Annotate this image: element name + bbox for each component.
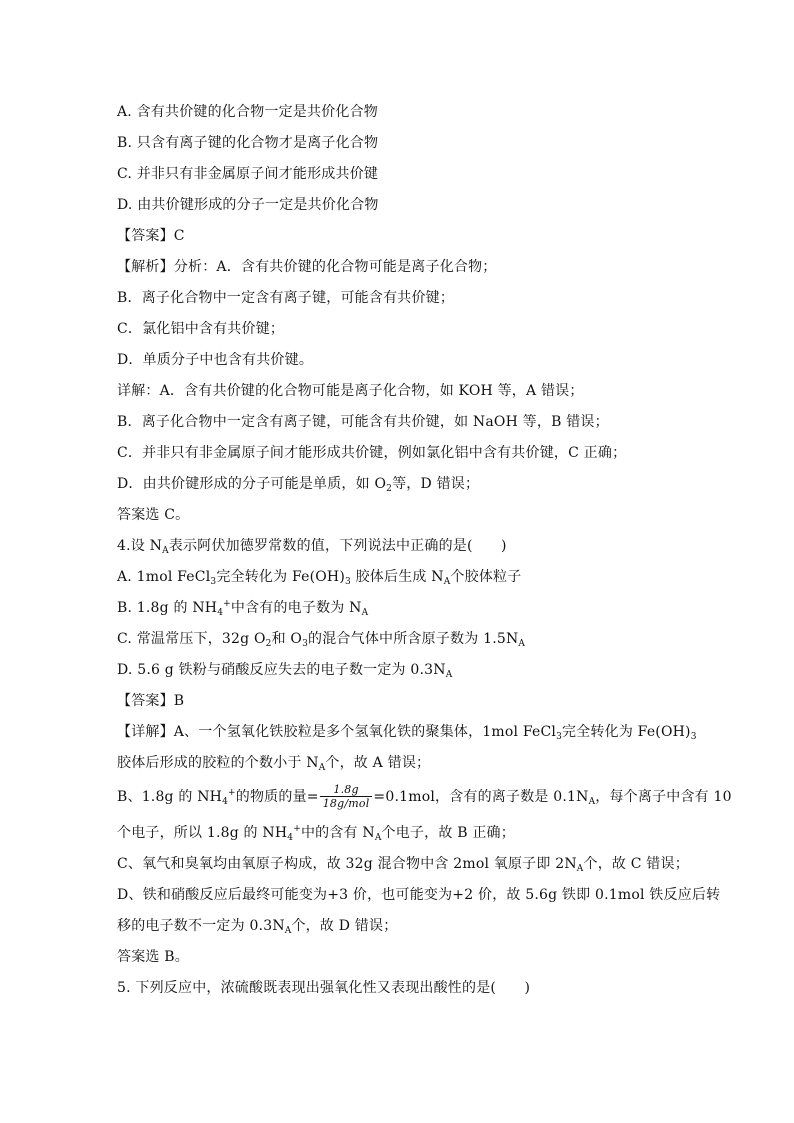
q3-option-a: A. 含有共价键的化合物一定是共价化合物 (117, 104, 379, 120)
fraction: $\frac{1.8g}{\text{18g/mol}}$ (320, 784, 373, 810)
q3-analysis-line: B．离子化合物中一定含有离子键，可能含有共价键； (117, 290, 455, 306)
q4-conclusion: 答案选 B。 (117, 949, 189, 965)
q3-detail-line: B．离子化合物中一定含有离子键，可能含有共价键，如 NaOH 等，B 错误； (117, 414, 609, 430)
q3-option-d: D. 由共价键形成的分子一定是共价化合物 (117, 197, 379, 213)
q3-analysis-line: D．单质分子中也含有共价键。 (117, 352, 314, 368)
q4-detail-line: 【详解】A、一个氢氧化铁胶粒是多个氢氧化铁的聚集体，1mol FeCl$_3$完全转化为 $Fe(OH)_3$ (117, 724, 697, 742)
q4-stem: 4.设 $N_A$表示阿伏加德罗常数的值，下列说法中正确的是( ) (117, 538, 507, 556)
q3-option-b: B. 只含有离子键的化合物才是离子化合物 (117, 135, 379, 151)
q3-option-c: C. 并非只有非金属原子间才能形成共价键 (117, 166, 379, 182)
q4-detail-line: C、氧气和臭氧均由氧原子构成，故 32g 混合物中含 2mol 氧原子即 $2N_A$个，故 C 错误； (117, 856, 689, 874)
q4-detail-line: 个电子，所以 1.8g 的 $NH_4^+$中的含有 $N_A$个电子，故 B 正确； (117, 824, 515, 843)
q5-stem: 5. 下列反应中，浓硫酸既表现出强氧化性又表现出酸性的是( ) (117, 980, 531, 996)
q3-answer: 【答案】C (117, 228, 185, 244)
q4-detail-line: D、铁和硝酸反应后最终可能变为+3 价，也可能变为+2 价，故 5.6g 铁即 0.1mol 铁反应后转 (117, 887, 721, 903)
q4-answer: 【答案】B (117, 693, 185, 709)
q3-analysis-line: 【解析】分析：A．含有共价键的化合物可能是离子化合物； (117, 259, 497, 275)
q4-option-b: B. 1.8g 的 $NH_4^+$中含有的电子数为 $N_A$ (117, 599, 369, 618)
q4-option-c: C. 常温常压下，32g $O_2$和 $O_3$的混合气体中所含原子数为 $1.5N_A$ (117, 631, 526, 649)
q4-detail-line: 移的电子数不一定为 $0.3N_A$个，故 D 错误； (117, 918, 398, 936)
q3-conclusion: 答案选 C。 (117, 507, 190, 523)
q4-detail-line: B、1.8g 的 $NH_4^+$的物质的量= $\frac{1.8g}{\text{18g/mol}}$ =0.1mol，含有的离子数是 $0.1N_A$，每个离子中含有 10 (117, 783, 732, 810)
q3-detail-line: D．由共价键形成的分子可能是单质，如 $O_2$等，D 错误； (117, 476, 480, 494)
q3-detail-line: C．并非只有非金属原子间才能形成共价键，例如氯化铝中含有共价键，C 正确； (117, 445, 627, 461)
q4-option-a: A. 1mol FeCl$_3$完全转化为 $Fe(OH)_3$ 胶体后生成 $N_A$个胶体粒子 (117, 569, 522, 587)
q4-detail-line: 胶体后形成的胶粒的个数小于 $N_A$个，故 A 错误； (117, 755, 431, 773)
q4-option-d: D. 5.6 g 铁粉与硝酸反应失去的电子数一定为 $0.3N_A$ (117, 662, 453, 680)
q3-analysis-line: C．氯化铝中含有共价键； (117, 321, 285, 337)
q3-detail-line: 详解：A．含有共价键的化合物可能是离子化合物，如 KOH 等，A 错误； (117, 383, 584, 399)
